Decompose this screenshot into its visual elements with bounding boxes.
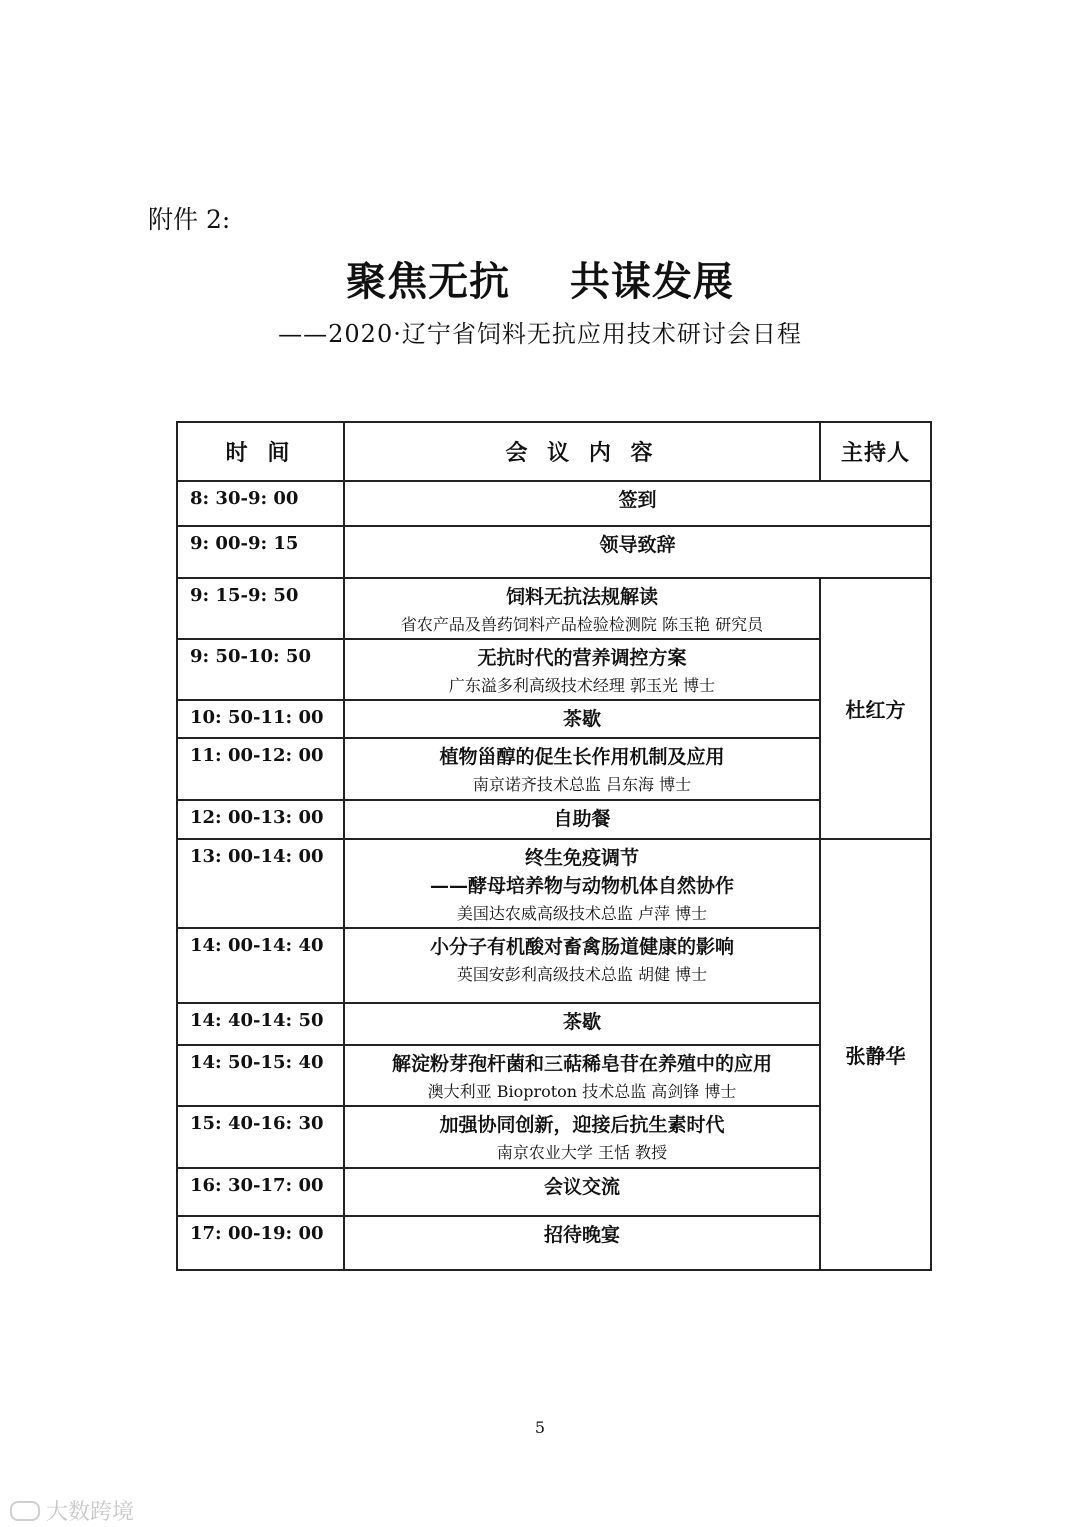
speaker-text: 广东溢多利高级技术经理 郭玉光 博士: [448, 676, 716, 695]
header-host: 主持人: [820, 422, 931, 481]
topic-text: 解淀粉芽孢杆菌和三萜稀皂苷在养殖中的应用: [391, 1053, 772, 1075]
page-number: 5: [534, 1418, 546, 1437]
table-header-row: [177, 422, 931, 481]
content-cell: [344, 526, 931, 578]
topic-text: 植物甾醇的促生长作用机制及应用: [439, 746, 725, 768]
schedule-table: [176, 421, 932, 1271]
document-title: 聚焦无抗 共谋发展: [346, 258, 734, 305]
time-cell: 16: 30-17: 00: [177, 1168, 344, 1216]
table-row: [177, 639, 931, 700]
speaker-text: 澳大利亚 Bioproton 技术总监 高剑锋 博士: [427, 1082, 737, 1101]
host-cell: 张静华: [820, 839, 931, 1270]
topic-text: 加强协同创新，迎接后抗生素时代: [439, 1114, 725, 1136]
time-cell: 9: 50-10: 50: [177, 639, 344, 700]
time-cell: 10: 50-11: 00: [177, 700, 344, 738]
content-cell: [344, 800, 820, 839]
content-cell: [344, 578, 820, 639]
topic-text: 小分子有机酸对畜禽肠道健康的影响: [429, 936, 734, 958]
content-cell: [344, 738, 820, 800]
watermark: [10, 1495, 134, 1526]
topic-text: 会议交流: [543, 1176, 620, 1198]
attachment-label: 附件 2:: [148, 205, 231, 234]
time-cell: 9: 00-9: 15: [177, 526, 344, 578]
content-cell: [344, 839, 820, 928]
topic-text: 领导致辞: [599, 534, 676, 556]
topic-text: 终生免疫调节: [524, 847, 639, 869]
topic-text: 自助餐: [553, 808, 611, 830]
time-cell: 14: 00-14: 40: [177, 928, 344, 1003]
time-cell: 12: 00-13: 00: [177, 800, 344, 839]
content-cell: [344, 1045, 820, 1106]
table-row: [177, 738, 931, 800]
time-cell: 13: 00-14: 00: [177, 839, 344, 928]
speaker-text: 美国达农威高级技术总监 卢萍 博士: [456, 904, 708, 923]
content-cell: [344, 481, 931, 526]
time-cell: 14: 40-14: 50: [177, 1003, 344, 1045]
table-row: [177, 800, 931, 839]
header-content: 会 议 内 容: [344, 422, 820, 481]
topic-text: 无抗时代的营养调控方案: [477, 647, 687, 669]
speaker-text: 南京诺齐技术总监 吕东海 博士: [472, 775, 692, 794]
speaker-text: 省农产品及兽药饲料产品检验检测院 陈玉艳 研究员: [400, 615, 764, 634]
content-cell: [344, 928, 820, 1003]
time-cell: 11: 00-12: 00: [177, 738, 344, 800]
table-row: [177, 1216, 931, 1270]
table-row: [177, 481, 931, 526]
table-row: [177, 578, 931, 639]
topic-text: 签到: [618, 489, 657, 511]
table-row: [177, 839, 931, 928]
time-cell: 17: 00-19: 00: [177, 1216, 344, 1270]
topic-text: 饲料无抗法规解读: [505, 586, 658, 608]
topic-text: 招待晚宴: [543, 1224, 620, 1246]
time-cell: 8: 30-9: 00: [177, 481, 344, 526]
topic-text: 茶歇: [562, 708, 601, 730]
content-cell: [344, 1106, 820, 1168]
speaker-text: 南京农业大学 王恬 教授: [496, 1143, 668, 1162]
speaker-text: 英国安彭利高级技术总监 胡健 博士: [456, 965, 708, 984]
time-cell: 9: 15-9: 50: [177, 578, 344, 639]
host-cell: 杜红方: [820, 578, 931, 839]
topic-subtitle-text: ——酵母培养物与动物机体自然协作: [429, 875, 734, 897]
table-row: [177, 700, 931, 738]
table-row: [177, 1003, 931, 1045]
watermark-logo-icon: [10, 1501, 40, 1521]
topic-text: 茶歇: [562, 1011, 601, 1033]
table-row: [177, 526, 931, 578]
table-row: [177, 1045, 931, 1106]
time-cell: 15: 40-16: 30: [177, 1106, 344, 1168]
table-row: [177, 1106, 931, 1168]
content-cell: [344, 1003, 820, 1045]
content-cell: [344, 1216, 820, 1270]
table-row: [177, 1168, 931, 1216]
time-cell: 14: 50-15: 40: [177, 1045, 344, 1106]
content-cell: [344, 1168, 820, 1216]
document-subtitle: ——2020·辽宁省饲料无抗应用技术研讨会日程: [278, 320, 802, 348]
watermark-text: 大数跨境: [46, 1500, 135, 1525]
content-cell: [344, 700, 820, 738]
header-time: 时 间: [177, 422, 344, 481]
content-cell: [344, 639, 820, 700]
table-row: [177, 928, 931, 1003]
